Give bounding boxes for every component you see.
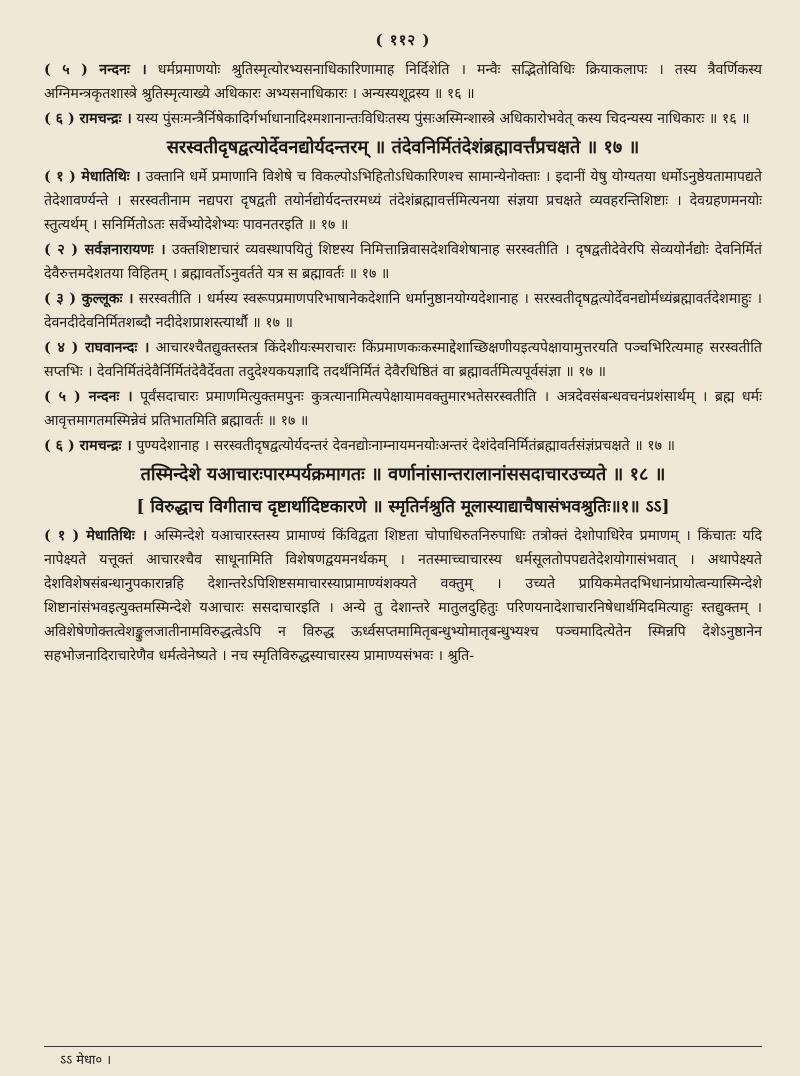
- footnote-divider: [44, 1046, 762, 1047]
- commentary-text: पुण्यदेशानाह । सरस्वतीदृषद्वत्योर्यदन्तरं देवनद्योःनाम्नायमनयोःअन्तरं देशंदेवनिर्मितंब्रह्मावर्तसंज्ञंप्रचक्षते ॥ १७ ॥: [136, 438, 676, 454]
- commentary-paragraph: [44, 287, 762, 335]
- commentary-paragraph: [44, 385, 762, 433]
- commentator-label: ( १ ) मेधातिथिः ।: [44, 169, 141, 185]
- commentary-text: यस्य पुंसःमन्त्रैर्निषेकादिर्गर्भाधानादिश्मशानान्तःविधिःतस्य पुंसःअस्मिन्शास्त्रे अधिकारोभवेत् कस्य चिदन्यस्य नाधिकारः ॥ १६ ॥: [136, 111, 750, 127]
- verse-heading-18: तस्मिन्देशे यआचारःपारम्पर्यक्रमागतः ॥ वर्णानांसान्तरालानांससदाचारउच्यते ॥ १८ ॥: [140, 464, 666, 485]
- verse-heading-17: सरस्वतीदृषद्वत्योर्देवनद्योर्यदन्तरम् ॥ तंदेवनिर्मितंदेशंब्रह्मावर्त्तंप्रचक्षते ॥ १७ ॥: [166, 137, 640, 158]
- commentary-paragraph: [44, 165, 762, 237]
- commentary-text: आचारश्चैतद्युक्तस्तत्र किंदेशीयःस्मराचारः किंप्रमाणकःकस्माद्देशाच्छिक्षणीयइत्यपेक्षायामुत्तरयति पञ्चभिरित्यमाह सरस्वतीति सप्तभिः । देवनिर्मितंदेवैर्निर्मितंदेवैर्देवता तदुदेश्यकयज्ञादि तदर्थंनिर्मितं देवैरधिष्ठितं वा ब्रह्मावर्तमित्यपूर्वसंज्ञा ॥ १७ ॥: [44, 340, 762, 380]
- commentary-text: धर्मप्रमाणयोः श्रुतिस्मृत्योरभ्यसनाधिकारिणामाह निर्दिशेति । मन्वैः सद्भितोविधिः क्रियाकलापः । तस्य त्रैवर्णिकस्य अग्निमन्त्रकृतशास्त्रे श्रुतिस्मृत्याख्ये अधिकारः अभ्यसनाधिकारः । अन्यस्यशूद्रस्य ॥ १६ ॥: [44, 62, 762, 102]
- commentator-label: ( ६ ) रामचन्द्रः ।: [44, 438, 132, 454]
- commentary-paragraph: [44, 238, 762, 286]
- commentary-block-17: [44, 165, 762, 458]
- page-number: ( ११२ ): [375, 31, 431, 49]
- bracketed-verse: [ विरुद्धाच विगीताच दृष्टार्थादिष्टकारणे ॥ स्मृतिर्नश्रुति मूलास्याद्याचैषासंभवश्रुतिः॥१॥ ऽऽ]: [136, 497, 670, 517]
- commentary-block-18: [44, 524, 762, 668]
- commentary-paragraph: [44, 336, 762, 384]
- commentary-paragraph: [44, 58, 762, 106]
- commentator-label: ( ५ ) नन्दनः ।: [44, 389, 133, 405]
- commentary-block-16: [44, 58, 762, 131]
- commentary-text: सरस्वतीति । धर्मस्य स्वरूपप्रमाणपरिभाषानेकदेशानि धर्मानुष्ठानयोग्यदेशानाह । सरस्वतीदृषद्वत्योर्देवनद्योर्मध्यंब्रह्मावर्तदेशमाहुः । देवनदीदेवनिर्मितशब्दौ नदीदेशप्राशस्त्यार्थौ ॥ १७ ॥: [44, 291, 762, 331]
- commentary-text: अस्मिन्देशे यआचारस्तस्य प्रामाण्यं किंविद्वता शिष्टता चोपाधिरुतनिरुपाधिः तत्रोक्तं देशोपाधिरेव प्रमाणम् । किंचातः यदि नापेक्ष्यते यत्तूक्तं आचारश्चैव साधूनामिति विशेषणद्वयमनर्थकम् । नतस्माच्चाचारस्य धर्मसूलतोपपद्यतेदेशयोगासंभवात् । अथापेक्ष्यते देशविशेषसंबन्धानुपकारान्नहि देशान्तरेऽपिशिष्टसमाचारस्याप्रामाण्यंशक्यते वक्तुम् । उच्यते प्रायिकमेतदभिधानंप्रायोत्वन्यास्मिन्देशे शिष्टानांसंभवइत्युक्तमस्मिन्देशे यआचारः ससदाचारइति । अन्ये तु देशान्तरे मातुलदुहितुः परिणयनादेशाचारनिषेधार्थमिदमित्याहुः स्तद्युक्तम् । अविशेषेणोक्तत्वेशङ्कुलजातीनामविरुद्धत्वेऽपि न विरुद्ध ऊर्ध्वसप्तमामितृबन्धुभ्योमातृबन्धुभ्यश्च पञ्चमादित्येतेन स्मिन्नपि देशेऽनुष्ठानेन सहभोजनादिराचारेणैव धर्मत्वेनेष्यते । नच स्मृतिविरुद्धस्याचारस्य प्रामाण्यसंभवः । श्रुति-: [44, 528, 762, 664]
- commentary-paragraph: [44, 107, 762, 131]
- commentary-text: उक्तानि धर्मे प्रमाणानि विशेषे च विकल्पोऽभिहितोऽधिकारिणश्च सामान्येनोक्ताः । इदानीं येषु योग्यतया धर्मोऽनुष्ठेयतामापद्यते तेदेशावर्ण्यन्ते । सरस्वतीनाम नद्यपरा दृषद्वती तयोर्नद्योर्यदन्तरमध्यं तंदेशंब्रह्मावर्त्तमित्यनया संज्ञया प्रचक्षते व्यवहरन्तिशिष्टाः । देवग्रहणमनयोः स्तुत्यर्थम् । सनिर्मितोऽतः सर्वेभ्योदेशेभ्यः पावनतरइति ॥ १७ ॥: [44, 169, 762, 233]
- commentator-label: ( ४ ) राघवानन्दः ।: [44, 340, 150, 356]
- commentary-text: उक्तशिष्टाचारं व्यवस्थापयितुं शिष्टस्य निमित्तान्निवासदेशविशेषानाह सरस्वतीति । दृषद्वतीदेवेरपि सेव्ययोर्नद्योः देवनिर्मितं देवैरुत्तमदेशतया विहितम् । ब्रह्मावर्तोऽनुवर्तते यत्र स ब्रह्मावर्तः ॥ १७ ॥: [44, 242, 763, 282]
- commentary-paragraph: [44, 434, 762, 458]
- commentator-label: ( ३ ) कुल्लूकः ।: [44, 291, 134, 307]
- commentary-paragraph: [44, 524, 762, 668]
- footnote: ऽऽ मेधा० ।: [60, 1053, 112, 1068]
- commentary-text: पूर्वंसदाचारः प्रमाणमित्युक्तमपुनः कुत्रत्यानामित्यपेक्षायामवक्तुमारभतेसरस्वतीति । अत्रदेवसंबन्धवचनंप्रशंसार्थम् । ब्रह्म धर्मः आवृत्तमागतमस्मिन्नेवं प्रतिभातमिति ब्रह्मावर्तः ॥ १७ ॥: [44, 389, 763, 429]
- commentator-label: ( ५ ) नन्दनः ।: [44, 62, 147, 78]
- commentator-label: ( २ ) सर्वज्ञनारायणः ।: [44, 242, 166, 258]
- commentator-label: ( १ ) मेधातिथिः ।: [44, 528, 148, 544]
- commentator-label: ( ६ ) रामचन्द्रः ।: [44, 111, 132, 127]
